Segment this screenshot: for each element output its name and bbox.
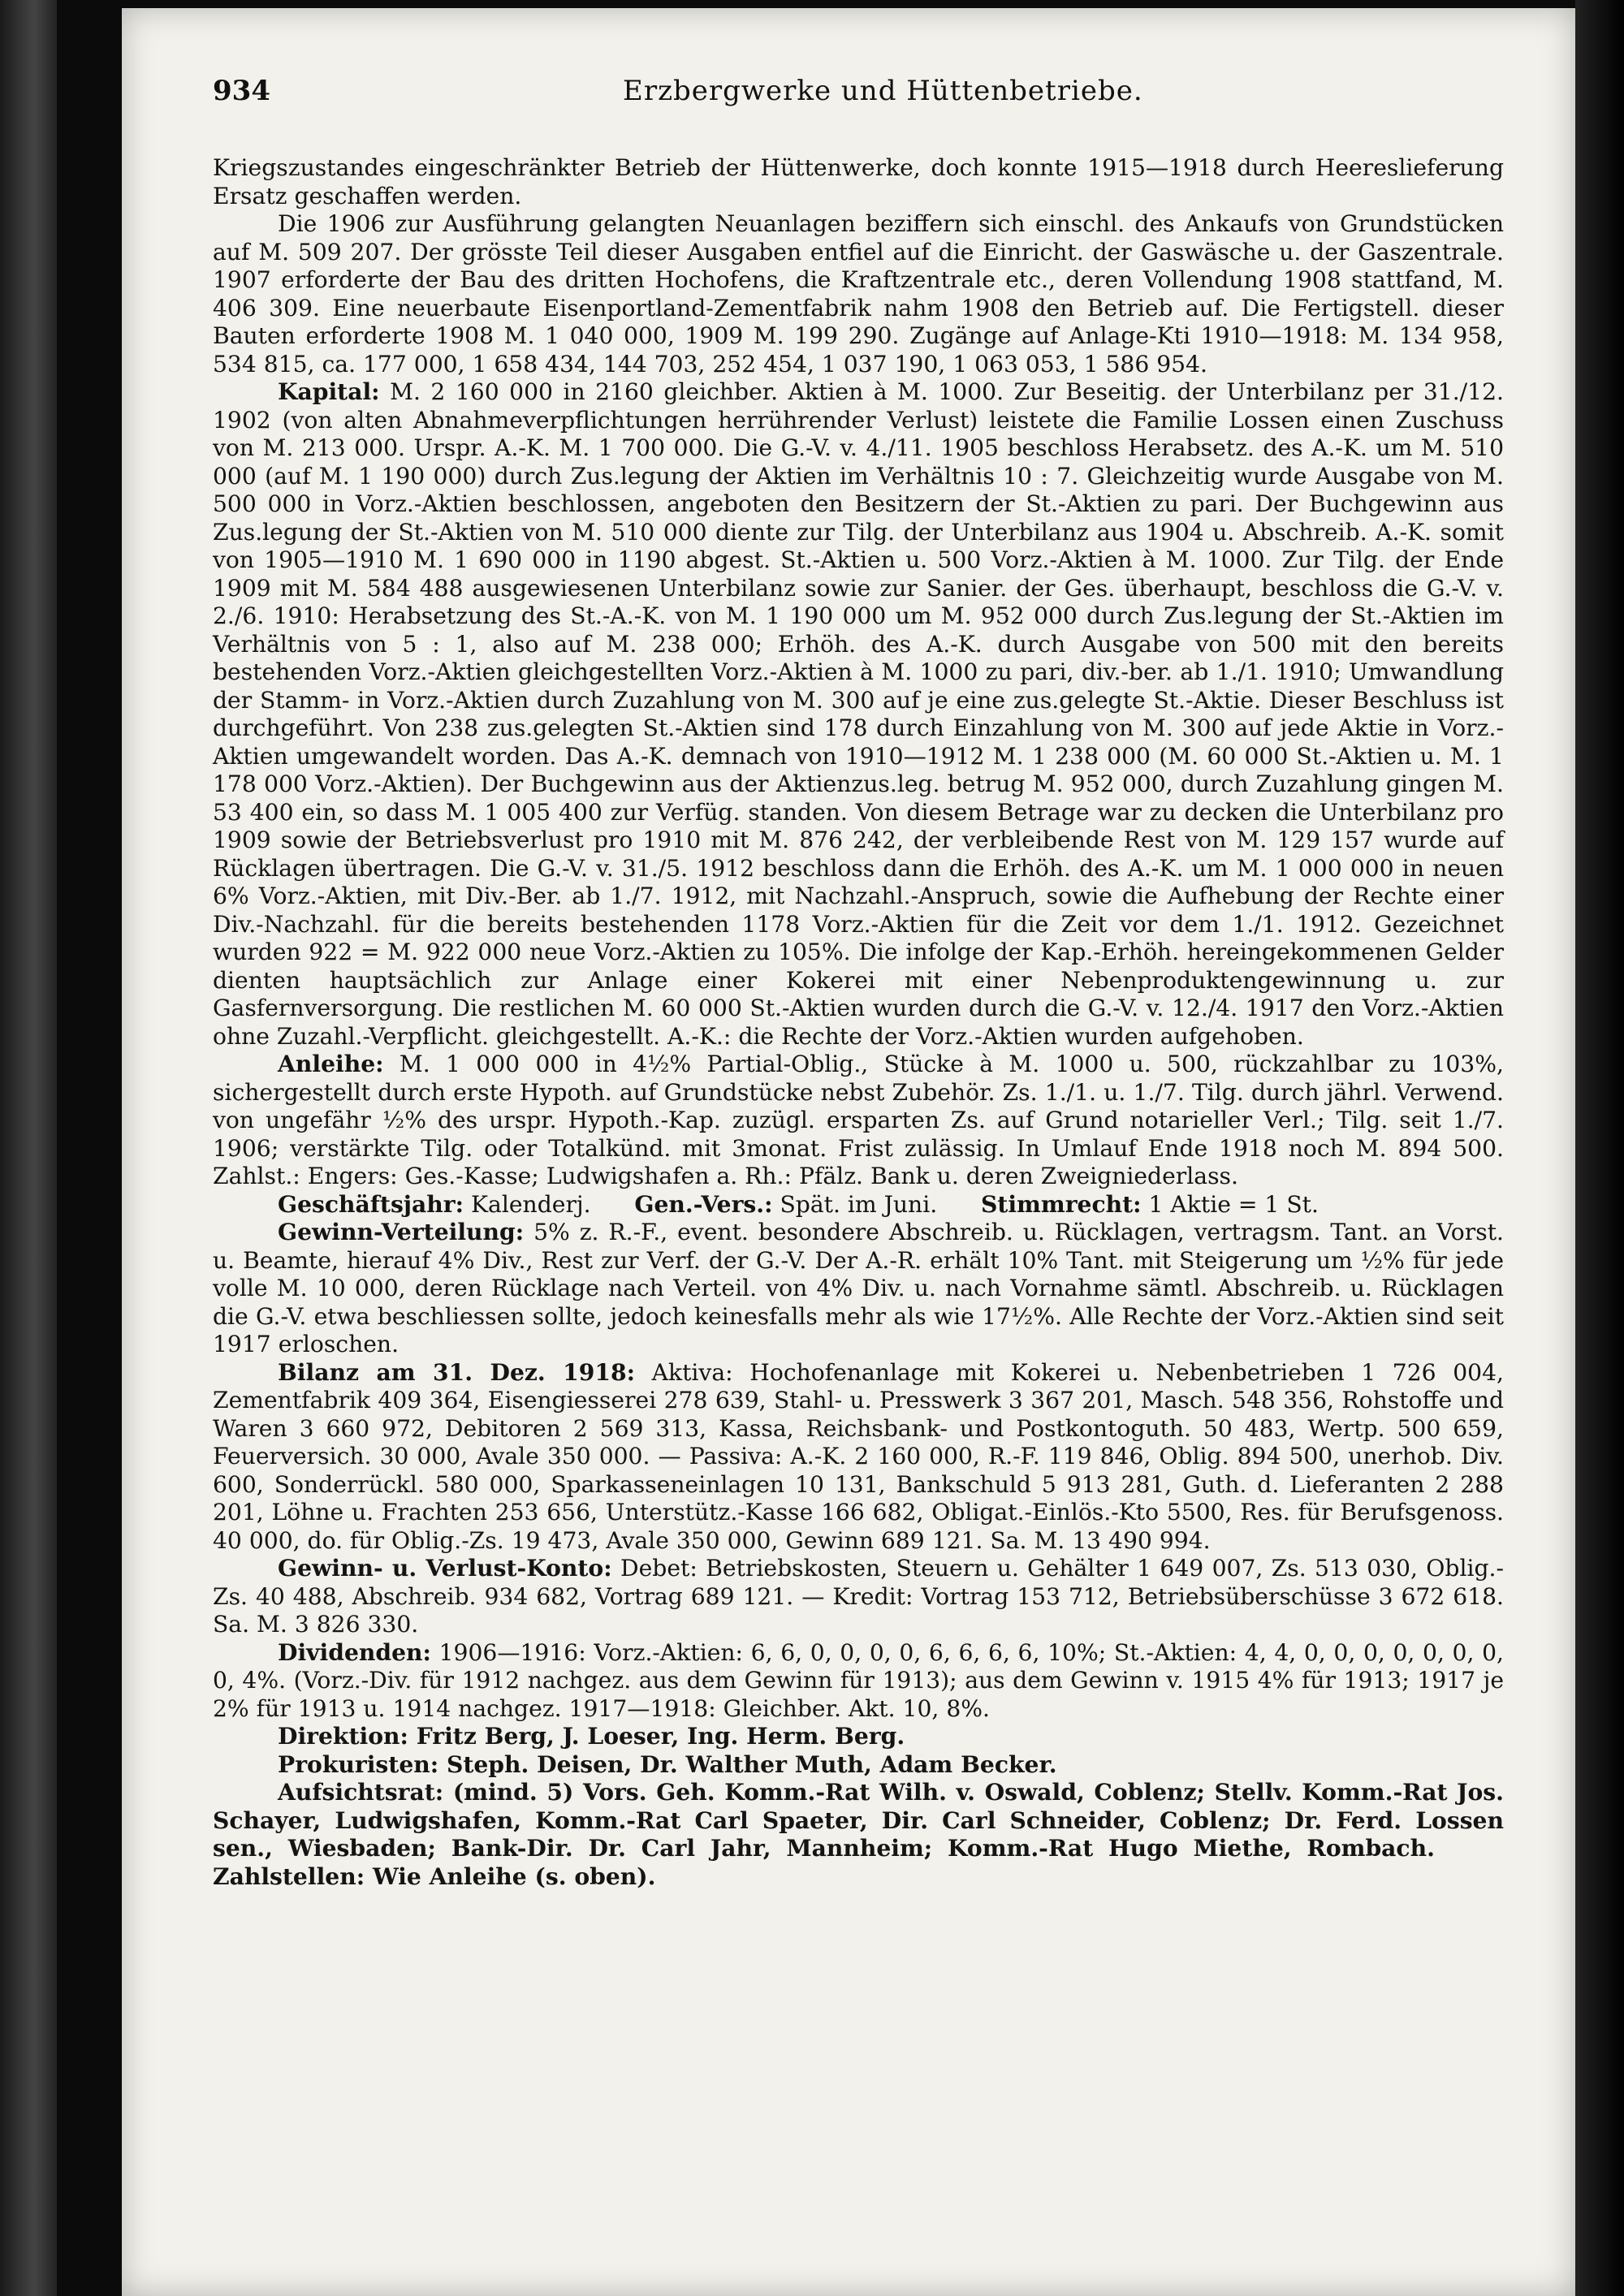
paragraph-prokuristen bbox=[213, 1751, 1504, 1780]
page-number: 934 bbox=[213, 75, 270, 107]
paragraph-direktion bbox=[213, 1723, 1504, 1751]
section-label: Aufsichtsrat: bbox=[278, 1779, 444, 1806]
book-binding-shadow bbox=[0, 0, 57, 2296]
section-label: Zahlstellen: bbox=[213, 1862, 365, 1890]
section-label: Geschäftsjahr: bbox=[278, 1190, 464, 1218]
paragraph-text: Kriegszustandes eingeschränkter Betrieb der Hüttenwerke, doch konnte 1915—1918 durch Heereslieferung Ersatz geschaffen werden. bbox=[213, 154, 1504, 209]
section-label: Gewinn-Verteilung: bbox=[278, 1219, 525, 1245]
page-body bbox=[213, 154, 1504, 1891]
paragraph-anleihe bbox=[213, 1051, 1504, 1191]
paragraph-text: (mind. 5) Vors. Geh. Komm.-Rat Wilh. v. Oswald, Coblenz; Stellv. Komm.-Rat Jos. Schayer, Ludwigshafen, Komm.-Rat Carl Spaeter, Dir. Carl Schneider, Coblenz; Dr. Ferd. Lossen sen., Wiesbaden; Bank-Dir. Dr. Carl Jahr, Mannheim; Komm.-Rat Hugo Miethe, Rombach. bbox=[213, 1779, 1504, 1862]
paragraph-text: Spät. im Juni. bbox=[780, 1190, 938, 1218]
section-label: Direktion: bbox=[278, 1723, 408, 1750]
paragraph-text: 1906—1916: Vorz.-Aktien: 6, 6, 0, 0, 0, 0, 6, 6, 6, 6, 10%; St.-Aktien: 4, 4, 0, 0, 0, 0, 0, 0, 0, 0, 4%. (Vorz.-Div. für 1912 nachgez. aus dem Gewinn für 1913); aus dem Gewinn v. 1915 4% für 1913; 1917 je 2% für 1913 u. 1914 nachgez. 1917—1918: Gleichber. Akt. 10, 8%. bbox=[213, 1638, 1504, 1722]
paragraph-text: Fritz Berg, J. Loeser, Ing. Herm. Berg. bbox=[416, 1723, 905, 1750]
section-label: Gen.-Vers.: bbox=[634, 1190, 773, 1218]
page-header bbox=[213, 75, 1504, 123]
paragraph-intro bbox=[213, 154, 1504, 210]
page-edge-shadow bbox=[1575, 0, 1624, 2296]
running-title: Erzbergwerke und Hüttenbetriebe. bbox=[623, 75, 1143, 107]
paragraph-bilanz bbox=[213, 1359, 1504, 1556]
section-label: Anleihe: bbox=[278, 1051, 384, 1077]
paragraph-geschaeftsjahr bbox=[213, 1191, 1504, 1219]
paragraph-text: Wie Anleihe (s. oben). bbox=[372, 1862, 656, 1890]
paragraph-neuanlagen bbox=[213, 210, 1504, 378]
paragraph-kapital bbox=[213, 378, 1504, 1051]
paragraph-text: Kalenderj. bbox=[471, 1190, 591, 1218]
paragraph-text: Die 1906 zur Ausführung gelangten Neuanlagen beziffern sich einschl. des Ankaufs von Grundstücken auf M. 509 207. Der grösste Teil dieser Ausgaben entfiel auf die Einricht. der Gaswäsche u. der Gaszentrale. 1907 erforderte der Bau des dritten Hochofens, die Kraftzentrale etc., deren Vollendung 1908 stattfand, M. 406 309. Eine neuerbaute Eisenportland-Zementfabrik nahm 1908 den Betrieb auf. Die Fertigstell. dieser Bauten erforderte 1908 M. 1 040 000, 1909 M. 199 290. Zugänge auf Anlage-Kti 1910—1918: M. 134 958, 534 815, ca. 177 000, 1 658 434, 144 703, 252 454, 1 037 190, 1 063 053, 1 586 954. bbox=[213, 210, 1504, 378]
section-label: Kapital: bbox=[278, 378, 380, 405]
paragraph-text: Debet: Betriebskosten, Steuern u. Gehälter 1 649 007, Zs. 513 030, Oblig.-Zs. 40 488, Abschreib. 934 682, Vortrag 689 121. — Kredit: Vortrag 153 712, Betriebsüberschüsse 3 672 618. Sa. M. 3 826 330. bbox=[213, 1555, 1505, 1638]
paragraph-aufsichtsrat bbox=[213, 1779, 1504, 1891]
paragraph-text: M. 1 000 000 in 4½% Partial-Oblig., Stücke à M. 1000 u. 500, rückzahlbar zu 103%, sichergestellt durch erste Hypoth. auf Grundstücke nebst Zubehör. Zs. 1./1. u. 1./7. Tilg. durch jährl. Verwend. von ungefähr ½% des urspr. Hypoth.-Kap. zuzügl. ersparten Zs. auf Grund notarieller Verl.; Tilg. seit 1./7. 1906; verstärkte Tilg. oder Totalkünd. mit 3monat. Frist zulässig. In Umlauf Ende 1918 noch M. 894 500. Zahlst.: Engers: Ges.-Kasse; Ludwigshafen a. Rh.: Pfälz. Bank u. deren Zweigniederlass. bbox=[213, 1051, 1504, 1189]
paragraph-text: M. 2 160 000 in 2160 gleichber. Aktien à M. 1000. Zur Beseitig. der Unterbilanz per 31./12. 1902 (von alten Abnahmeverpflichtungen herrührender Verlust) leistete die Familie Lossen einen Zuschuss von M. 213 000. Urspr. A.-K. M. 1 700 000. Die G.-V. v. 4./11. 1905 beschloss Herabsetz. des A.-K. um M. 510 000 (auf M. 1 190 000) durch Zus.legung der Aktien im Verhältnis 10 : 7. Gleichzeitig wurde Ausgabe von M. 500 000 in Vorz.-Aktien beschlossen, angeboten den Besitzern der St.-Aktien zu pari. Der Buchgewinn aus Zus.legung der St.-Aktien von M. 510 000 diente zur Tilg. der Unterbilanz aus 1904 u. Abschreib. A.-K. somit von 1905—1910 M. 1 690 000 in 1190 abgest. St.-Aktien u. 500 Vorz.-Aktien à M. 1000. Zur Tilg. der Ende 1909 mit M. 584 488 ausgewiesenen Unterbilanz sowie zur Sanier. der Ges. überhaupt, beschloss die G.-V. v. 2./6. 1910: Herabsetzung des St.-A.-K. von M. 1 190 000 um M. 952 000 durch Zus.legung der St.-Aktien im Verhältnis von 5 : 1, also auf M. 238 000; Erhöh. des A.-K. durch Ausgabe von 500 mit den bereits bestehenden Vorz.-Aktien gleichgestellten Vorz.-Aktien à M. 1000 zu pari, div.-ber. ab 1./1. 1910; Umwandlung der Stamm- in Vorz.-Aktien durch Zuzahlung von M. 300 auf je eine zus.gelegte St.-Aktie. Dieser Beschluss ist durchgeführt. Von 238 zus.gelegten St.-Aktien sind 178 durch Einzahlung von M. 300 auf jede Aktie in Vorz.-Aktien umgewandelt worden. Das A.-K. demnach von 1910—1912 M. 1 238 000 (M. 60 000 St.-Aktien u. M. 1 178 000 Vorz.-Aktien). Der Buchgewinn aus der Aktienzus.leg. betrug M. 952 000, durch Zuzahlung gingen M. 53 400 ein, so dass M. 1 005 400 zur Verfüg. standen. Von diesem Betrage war zu decken die Unterbilanz pro 1909 sowie der Betriebsverlust pro 1910 mit M. 876 242, der verbleibende Rest von M. 129 157 wurde auf Rücklagen übertragen. Die G.-V. v. 31./5. 1912 beschloss dann die Erhöh. des A.-K. um M. 1 000 000 in neuen 6% Vorz.-Aktien, mit Div.-Ber. ab 1./7. 1912, mit Nachzahl.-Anspruch, sowie die Aufhebung der Rechte einer Div.-Nachzahl. für die bereits bestehenden 1178 Vorz.-Aktien für die Zeit vor dem 1./1. 1912. Gezeichnet wurden 922 = M. 922 000 neue Vorz.-Aktien zu 105%. Die infolge der Kap.-Erhöh. hereingekommenen Gelder dienten hauptsächlich zur Anlage einer Kokerei mit einer Nebenproduktengewinnung u. zur Gasfernversorgung. Die restlichen M. 60 000 St.-Aktien wurden durch die G.-V. v. 12./4. 1917 den Vorz.-Aktien ohne Zuzahl.-Verpflicht. gleichgestellt. A.-K.: die Rechte der Vorz.-Aktien wurden aufgehoben. bbox=[213, 378, 1505, 1050]
paragraph-gewinnkonto bbox=[213, 1555, 1504, 1639]
paragraph-text: Steph. Deisen, Dr. Walther Muth, Adam Becker. bbox=[446, 1750, 1057, 1778]
paragraph-dividenden bbox=[213, 1639, 1504, 1724]
paragraph-gewinnverteilung bbox=[213, 1219, 1504, 1359]
section-label: Dividenden: bbox=[278, 1638, 431, 1666]
section-label: Gewinn- u. Verlust-Konto: bbox=[278, 1555, 612, 1582]
section-label: Stimmrecht: bbox=[980, 1190, 1142, 1218]
paragraph-text: 5% z. R.-F., event. besondere Abschreib. u. Rücklagen, vertragsm. Tant. an Vorst. u. Beamte, hierauf 4% Div., Rest zur Verf. der G.-V. Der A.-R. erhält 10% Tant. mit Steigerung um ½% für jede volle M. 10 000, deren Rücklage nach Verteil. von 4% Div. u. nach Vornahme sämtl. Abschreib. u. Rücklagen die G.-V. etwa beschliessen sollte, jedoch keinesfalls mehr als wie 17½%. Alle Rechte der Vorz.-Aktien sind seit 1917 erloschen. bbox=[213, 1219, 1505, 1357]
section-label: Prokuristen: bbox=[278, 1750, 439, 1778]
paragraph-text: Aktiva: Hochofenanlage mit Kokerei u. Nebenbetrieben 1 726 004, Zementfabrik 409 364, Eisengiesserei 278 639, Stahl- u. Presswerk 3 367 201, Masch. 548 356, Rohstoffe und Waren 3 660 972, Debitoren 2 569 313, Kassa, Reichsbank- und Postkontoguth. 50 483, Wertp. 500 659, Feuerversich. 30 000, Avale 350 000. — Passiva: A.-K. 2 160 000, R.-F. 119 846, Oblig. 894 500, unerhob. Div. 600, Sonderrückl. 580 000, Sparkasseneinlagen 10 131, Bankschuld 5 913 281, Guth. d. Lieferanten 2 288 201, Löhne u. Frachten 253 656, Unterstütz.-Kasse 166 682, Obligat.-Einlös.-Kto 5500, Res. für Berufsgenoss. 40 000, do. für Oblig.-Zs. 19 473, Avale 350 000, Gewinn 689 121. Sa. M. 13 490 994. bbox=[213, 1358, 1504, 1554]
paragraph-text: 1 Aktie = 1 St. bbox=[1148, 1190, 1319, 1218]
section-label: Bilanz am 31. Dez. 1918: bbox=[278, 1358, 636, 1386]
